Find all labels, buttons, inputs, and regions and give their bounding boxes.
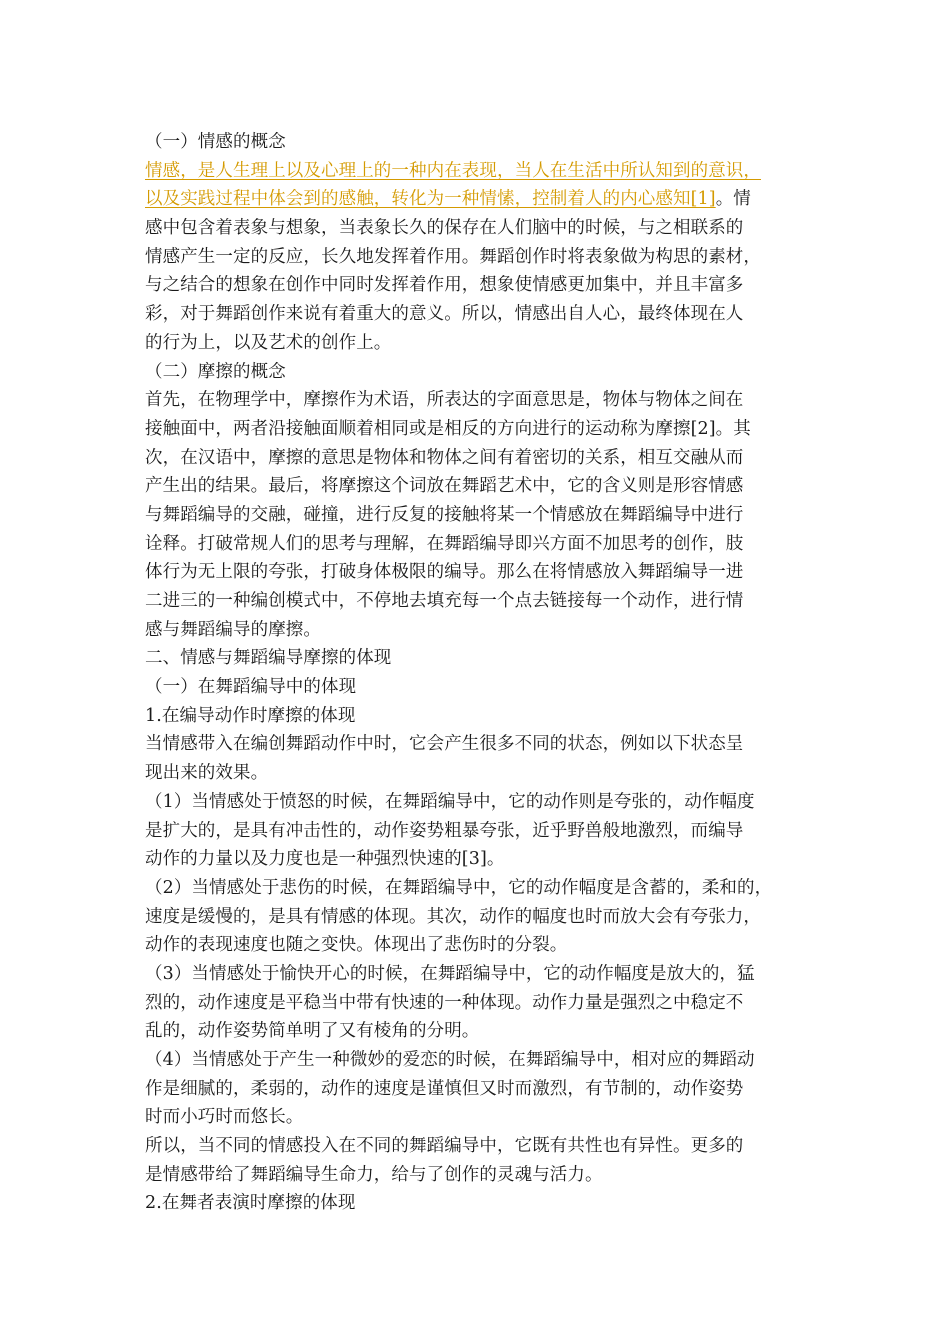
text-line — [145, 530, 820, 559]
text-segment: 二进三的一种编创模式中，不停地去填充每一个点去链接每一个动作，进行情 — [145, 591, 744, 611]
text-segment: 二、情感与舞蹈编导摩擦的体现 — [145, 648, 392, 669]
text-segment: 现出来的效果。 — [145, 763, 269, 784]
text-segment: 动作的表现速度也随之变快。体现出了悲伤时的分裂。 — [145, 935, 568, 956]
text-segment: 是扩大的，是具有冲击性的，动作姿势粗暴夸张，近乎野兽般地激烈，而编导 — [145, 820, 744, 841]
text-segment: 动作的力量以及力度也是一种强烈快速的[3]。 — [145, 849, 505, 870]
text-segment: 时而小巧时而悠长。 — [145, 1107, 304, 1128]
text-line — [145, 788, 820, 817]
text-segment: 所以，当不同的情感投入在不同的舞蹈编导中，它既有共性也有异性。更多的 — [145, 1136, 744, 1157]
text-line — [145, 960, 820, 989]
text-line — [145, 1161, 820, 1190]
text-line — [145, 185, 820, 214]
text-segment: 彩，对于舞蹈创作来说有着重大的意义。所以，情感出自人心，最终体现在人 — [145, 304, 744, 325]
text-segment: （3）当情感处于愉快开心的时候，在舞蹈编导中，它的动作幅度是放大的，猛 — [145, 963, 755, 984]
text-segment: 与之结合的想象在创作中同时发挥着作用，想象使情感更加集中，并且丰富多 — [145, 275, 744, 296]
highlighted-text[interactable]: 情感，是人生理上以及心理上的一种内在表现，当人在生活中所认知到的意识， — [145, 160, 761, 181]
text-line — [145, 817, 820, 846]
text-line — [145, 1075, 820, 1104]
text-segment: 感中包含着表象与想象，当表象长久的保存在人们脑中的时候，与之相联系的 — [145, 218, 744, 239]
text-line — [145, 673, 820, 702]
text-line — [145, 702, 820, 731]
text-line — [145, 501, 820, 530]
text-line — [145, 989, 820, 1018]
text-segment: 烈的，动作速度是平稳当中带有快速的一种体现。动作力量是强烈之中稳定不 — [145, 992, 744, 1013]
text-line — [145, 472, 820, 501]
text-line — [145, 157, 820, 186]
text-segment: 是情感带给了舞蹈编导生命力，给与了创作的灵魂与活力。 — [145, 1164, 603, 1185]
text-line — [145, 759, 820, 788]
text-segment: 作是细腻的，柔弱的，动作的速度是谨慎但又时而激烈，有节制的，动作姿势 — [145, 1078, 744, 1099]
text-line — [145, 444, 820, 473]
text-line — [145, 329, 820, 358]
text-segment: 速度是缓慢的，是具有情感的体现。其次，动作的幅度也时而放大会有夸张力， — [145, 906, 761, 927]
text-line — [145, 903, 820, 932]
text-segment: （4）当情感处于产生一种微妙的爱恋的时候，在舞蹈编导中，相对应的舞蹈动 — [145, 1050, 755, 1070]
text-segment: 次，在汉语中，摩擦的意思是物体和物体之间有着密切的关系，相互交融从而 — [145, 447, 744, 468]
text-line — [145, 1046, 820, 1075]
text-segment: 诠释。打破常规人们的思考与理解，在舞蹈编导即兴方面不加思考的创作，肢 — [145, 533, 744, 554]
text-segment: 感与舞蹈编导的摩擦。 — [145, 619, 321, 640]
text-line — [145, 1103, 820, 1132]
text-segment: （一）情感的概念 — [145, 132, 286, 152]
text-segment: 。情 — [715, 189, 751, 210]
text-line — [145, 931, 820, 960]
text-segment: 接触面中，两者沿接触面顺着相同或是相反的方向进行的运动称为摩擦[2]。其 — [145, 418, 751, 439]
text-line — [145, 271, 820, 300]
text-segment: 的行为上，以及艺术的创作上。 — [145, 332, 392, 353]
text-line — [145, 386, 820, 415]
text-line — [145, 128, 820, 157]
document-body — [145, 128, 820, 1218]
text-line — [145, 1189, 820, 1218]
highlighted-text[interactable]: 以及实践过程中体会到的感触，转化为一种情愫，控制着人的内心感知[1] — [145, 189, 716, 210]
text-line — [145, 730, 820, 759]
text-segment: （1）当情感处于愤怒的时候，在舞蹈编导中，它的动作则是夸张的，动作幅度 — [145, 791, 755, 812]
text-line — [145, 214, 820, 243]
text-line — [145, 300, 820, 329]
text-line — [145, 243, 820, 272]
text-line — [145, 1132, 820, 1161]
text-segment: （一）在舞蹈编导中的体现 — [145, 677, 357, 698]
text-line — [145, 874, 820, 903]
text-segment: 2.在舞者表演时摩擦的体现 — [145, 1193, 356, 1214]
text-line — [145, 415, 820, 444]
text-line — [145, 644, 820, 673]
text-segment: 首先，在物理学中，摩擦作为术语，所表达的字面意思是，物体与物体之间在 — [145, 390, 744, 411]
text-line — [145, 1017, 820, 1046]
text-line — [145, 587, 820, 616]
text-segment: 当情感带入在编创舞蹈动作中时，它会产生很多不同的状态，例如以下状态呈 — [145, 734, 744, 755]
text-segment: 1.在编导动作时摩擦的体现 — [145, 705, 356, 726]
text-line — [145, 558, 820, 587]
text-line — [145, 358, 820, 387]
text-line — [145, 845, 820, 874]
text-segment: （二）摩擦的概念 — [145, 361, 286, 382]
text-line — [145, 616, 820, 645]
text-segment: 体行为无上限的夸张，打破身体极限的编导。那么在将情感放入舞蹈编导一进 — [145, 562, 744, 583]
text-segment: 产生出的结果。最后，将摩擦这个词放在舞蹈艺术中，它的含义则是形容情感 — [145, 476, 744, 497]
text-segment: 乱的，动作姿势简单明了又有棱角的分明。 — [145, 1021, 480, 1042]
text-segment: 与舞蹈编导的交融，碰撞，进行反复的接触将某一个情感放在舞蹈编导中进行 — [145, 504, 744, 525]
text-segment: （2）当情感处于悲伤的时候，在舞蹈编导中，它的动作幅度是含蓄的，柔和的， — [145, 877, 773, 898]
text-segment: 情感产生一定的反应，长久地发挥着作用。舞蹈创作时将表象做为构思的素材， — [145, 246, 761, 267]
